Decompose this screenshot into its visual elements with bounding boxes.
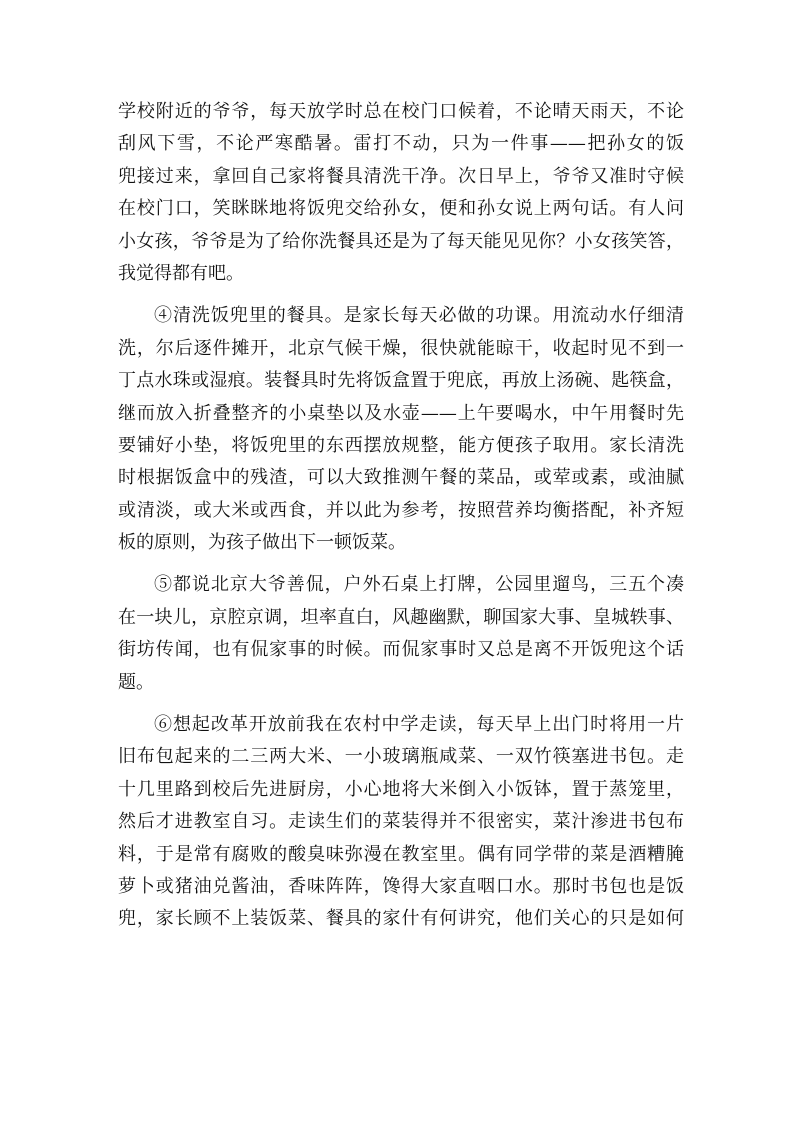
- text-line: 丁点水珠或湿痕。装餐具时先将饭盒置于兜底，再放上汤碗、匙筷盒，: [118, 370, 684, 392]
- text-line: 刮风下雪，不论严寒酷暑。雷打不动，只为一件事——把孙女的饭: [118, 133, 684, 155]
- article-body: [118, 96, 684, 936]
- text-line: 旧布包起来的二三两大米、一小玻璃瓶咸菜、一双竹筷塞进书包。走: [118, 746, 684, 768]
- text-line: 时根据饭盒中的残渣，可以大致推测午餐的菜品，或荤或素，或油腻: [118, 467, 684, 489]
- paragraph-first-line: ⑥想起改革开放前我在农村中学走读，每天早上出门时将用一片: [154, 714, 684, 736]
- text-line: 十几里路到校后先进厨房，小心地将大米倒入小饭钵，置于蒸笼里，: [118, 778, 684, 800]
- text-line: 然后才进教室自习。走读生们的菜装得并不很密实，菜汁渗进书包布: [118, 811, 684, 833]
- text-line: 兜，家长顾不上装饭菜、餐具的家什有何讲究，他们关心的只是如何: [118, 908, 684, 930]
- text-line: 在校门口，笑眯眯地将饭兜交给孙女，便和孙女说上两句话。有人问: [118, 198, 684, 220]
- text-line: 洗，尔后逐件摊开，北京气候干燥，很快就能晾干，收起时见不到一: [118, 337, 684, 359]
- text-line: 兜接过来，拿回自己家将餐具清洗干净。次日早上，爷爷又准时守候: [118, 165, 684, 187]
- text-line: 小女孩，爷爷是为了给你洗餐具还是为了每天能见见你？小女孩笑答，: [118, 230, 684, 252]
- paragraph-first-line: ⑤都说北京大爷善侃，户外石桌上打牌，公园里遛鸟，三五个凑: [154, 574, 684, 596]
- text-line: 料，于是常有腐败的酸臭味弥漫在教室里。偶有同学带的菜是酒糟腌: [118, 843, 684, 865]
- paragraph-first-line: ④清洗饭兜里的餐具。是家长每天必做的功课。用流动水仔细清: [154, 305, 684, 327]
- text-line: 萝卜或猪油兑酱油，香味阵阵，馋得大家直咽口水。那时书包也是饭: [118, 875, 684, 897]
- text-line: 或清淡，或大米或西食，并以此为参考，按照营养均衡搭配，补齐短: [118, 499, 684, 521]
- text-line: 题。: [118, 671, 154, 693]
- text-line: 继而放入折叠整齐的小桌垫以及水壶——上午要喝水，中午用餐时先: [118, 402, 684, 424]
- text-line: 在一块儿，京腔京调，坦率直白，风趣幽默，聊国家大事、皇城轶事、: [118, 606, 684, 628]
- text-line: 板的原则，为孩子做出下一顿饭菜。: [118, 532, 406, 554]
- text-line: 要铺好小垫，将饭兜里的东西摆放规整，能方便孩子取用。家长清洗: [118, 434, 684, 456]
- text-line: 学校附近的爷爷，每天放学时总在校门口候着，不论晴天雨天，不论: [118, 101, 684, 122]
- text-line: 我觉得都有吧。: [118, 262, 244, 284]
- text-line: 街坊传闻，也有侃家事的时候。而侃家事时又总是离不开饭兜这个话: [118, 639, 684, 661]
